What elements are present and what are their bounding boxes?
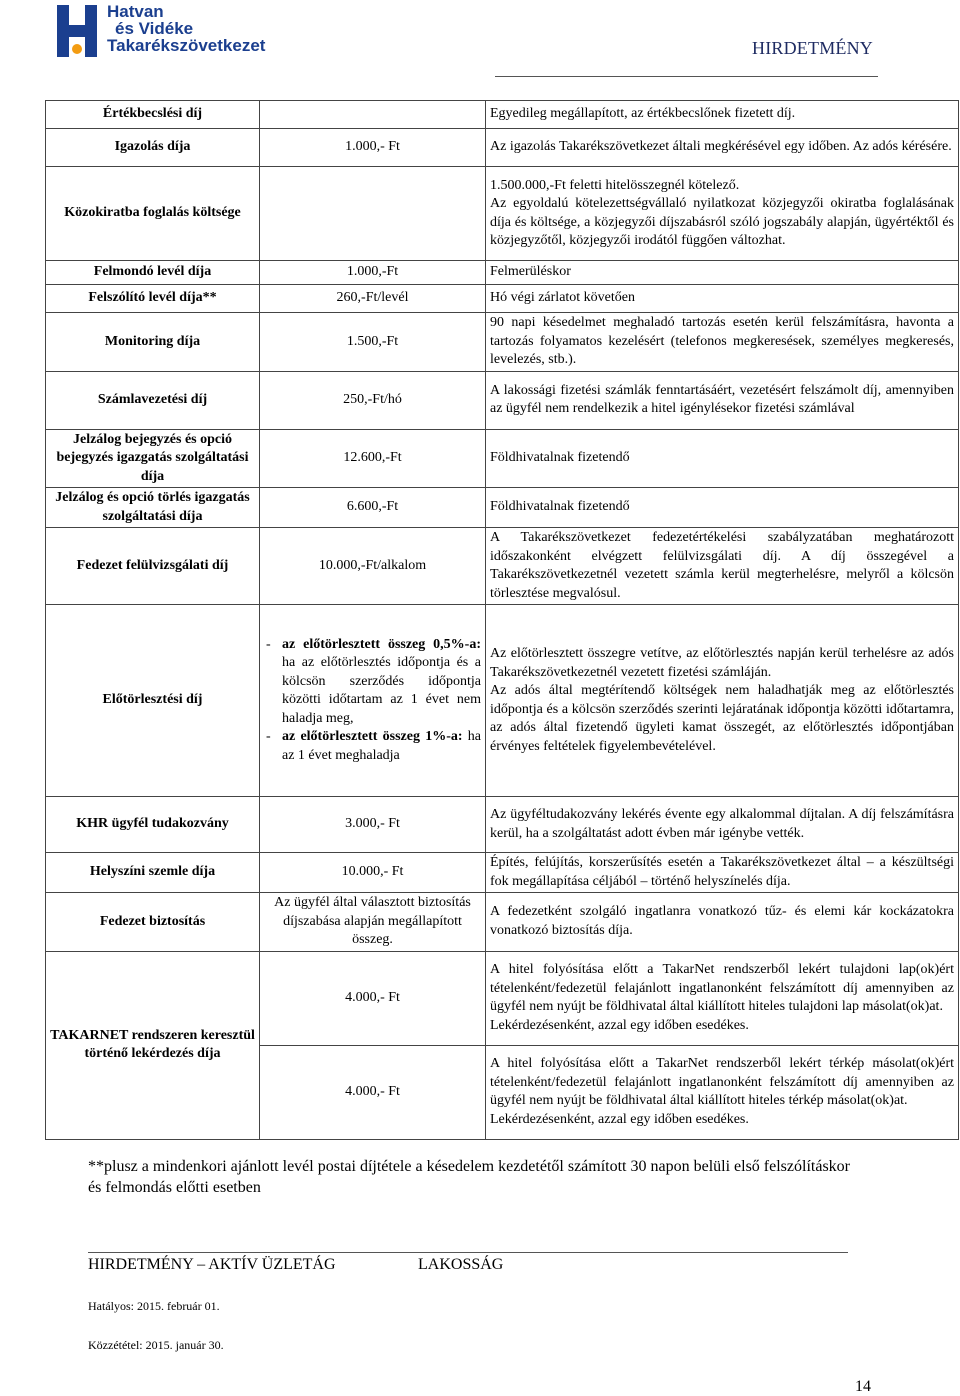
table-row: [46, 285, 959, 313]
table-row: [46, 893, 959, 952]
table-row: [46, 167, 959, 261]
footer-divider: [88, 1252, 848, 1253]
logo-line-3: Takarékszövetkezet: [107, 36, 266, 55]
list-item-bold: az előtörlesztett összeg 0,5%-a:: [282, 636, 481, 652]
fee-description: Az igazolás Takarékszövetkezet általi megkérésével egy időben. Az adós kérésére.: [486, 129, 959, 167]
fee-description: A lakossági fizetési számlák fenntartásáért, vezetésért felszámolt díj, amennyiben az ügyfél nem rendelkezik a hitel igénylésekor fizetési számlával: [486, 371, 959, 429]
fee-amount: 250,-Ft/hó: [260, 371, 486, 429]
fee-amount: 3.000,- Ft: [260, 797, 486, 853]
fee-amount: 4.000,- Ft: [260, 951, 486, 1045]
fee-amount: 1.000,-Ft: [260, 261, 486, 285]
fee-amount: 10.000,- Ft: [260, 853, 486, 893]
fee-name: Felmondó levél díja: [46, 261, 260, 285]
fee-amount: [260, 605, 486, 797]
fee-amount: Az ügyfél által választott biztosítás díjszabása alapján megállapított összeg.: [260, 893, 486, 952]
fee-description: [486, 167, 959, 261]
fee-name: TAKARNET rendszeren keresztül történő lekérdezés díja: [46, 951, 260, 1139]
fee-description: Felmerüléskor: [486, 261, 959, 285]
fee-amount: 12.600,-Ft: [260, 429, 486, 488]
fee-description-line: A hitel folyósítása előtt a TakarNet rendszerből lekért tulajdoni lap(ok)ért tételenként/fedezetül felajánlott ingatlanonként felszámított díj amennyiben az ügyfél nem nyújt be földhivatal által kiállított hiteles tulajdoni lap másolat(ok)at.: [490, 962, 954, 1014]
fee-description: [486, 605, 959, 797]
fee-description-line: Az egyoldalú kötelezettségvállaló nyilatkozat közjegyzői okiratba foglalásának díja és költsége, a közjegyzői díjszabásról szóló jogszabály alapján, ügyértéktől és közjegyzőtől, közjegyzői irodától függően változhat.: [490, 196, 954, 248]
fee-description-line: Az előtörlesztett összegre vetítve, az előtörlesztés napján kerül terhelésre az adós Takarékszövetkezetnél vezetett fizetési számláján.: [490, 646, 954, 680]
logo-text: [107, 3, 265, 54]
logo-line-2: és Vidéke: [115, 19, 194, 38]
effective-date: Hatályos: 2015. február 01.: [88, 1299, 220, 1313]
fee-description: [486, 951, 959, 1045]
fee-description-line: Lekérdezésenként, azzal egy időben esedékes.: [490, 1017, 749, 1033]
table-row: [46, 313, 959, 372]
table-row: [46, 371, 959, 429]
fee-name: Előtörlesztési díj: [46, 605, 260, 797]
fee-name: Monitoring díja: [46, 313, 260, 372]
fee-description: Hó végi zárlatot követően: [486, 285, 959, 313]
fee-name: Jelzálog és opció törlés igazgatás szolgáltatási díja: [46, 488, 260, 528]
fee-amount: 10.000,-Ft/alkalom: [260, 528, 486, 605]
fee-amount: 1.500,-Ft: [260, 313, 486, 372]
fee-amount: [260, 101, 486, 129]
fee-amount: 4.000,- Ft: [260, 1045, 486, 1139]
publication-date: Közzététel: 2015. január 30.: [88, 1338, 224, 1352]
fee-name: KHR ügyfél tudakozvány: [46, 797, 260, 853]
fee-amount: 260,-Ft/levél: [260, 285, 486, 313]
logo-mark-icon: [55, 3, 103, 59]
fee-description-line: Lekérdezésenként, azzal egy időben esedékes.: [490, 1111, 749, 1127]
table-row: [46, 261, 959, 285]
table-row: [46, 951, 959, 1045]
fee-description: Az ügyféltudakozvány lekérés évente egy alkalommal díjtalan. A díj felszámításra kerül, ha a szolgáltatást adott évben már igénybe vették.: [486, 797, 959, 853]
fee-name: Közokiratba foglalás költsége: [46, 167, 260, 261]
fee-description: 90 napi késedelmet meghaladó tartozás esetén kerül felszámításra, havonta a tartozás folyamatos kezelésért (telefonos megkeresések, személyes megkeresés, levelezés, stb.).: [486, 313, 959, 372]
list-item-bold: az előtörlesztett összeg 1%-a:: [282, 729, 463, 745]
title-divider: [495, 76, 878, 77]
table-row: [46, 488, 959, 528]
list-item-text: ha az előtörlesztés időpontja és a kölcsön szerződés időpontja közötti időtartam az 1 évet nem haladja meg,: [282, 655, 481, 726]
fee-description: Földhivatalnak fizetendő: [486, 488, 959, 528]
footer-segment: LAKOSSÁG: [418, 1256, 504, 1273]
footer-title: HIRDETMÉNY – AKTÍV ÜZLETÁG: [88, 1256, 336, 1273]
fee-description: Földhivatalnak fizetendő: [486, 429, 959, 488]
table-row: [46, 101, 959, 129]
table-row: [46, 429, 959, 488]
table-row: [46, 853, 959, 893]
fee-amount: [260, 167, 486, 261]
list-item-text: ha az 1 évet meghaladja: [282, 729, 482, 763]
table-row: [46, 797, 959, 853]
fee-name: Jelzálog bejegyzés és opció bejegyzés igazgatás szolgáltatási díja: [46, 429, 260, 488]
fee-name: Igazolás díja: [46, 129, 260, 167]
table-row: [46, 528, 959, 605]
fee-amount: 1.000,- Ft: [260, 129, 486, 167]
fee-description: A Takarékszövetkezet fedezetértékelési szabályzatában meghatározott időszakonként elvégzett felülvizsgálati díj. A díj összegével a Takarékszövetkezetnél vezetett számla kerül megterhelésre, melyről a kölcsön törlesztése megvalósul.: [486, 528, 959, 605]
fee-amount: 6.600,-Ft: [260, 488, 486, 528]
fee-name: Helyszíni szemle díja: [46, 853, 260, 893]
document-title: HIRDETMÉNY: [752, 38, 873, 58]
fee-description: [486, 1045, 959, 1139]
fee-description: Egyedileg megállapított, az értékbecslőnek fizetett díj.: [486, 101, 959, 129]
table-row: [46, 129, 959, 167]
list-item: [264, 636, 481, 729]
table-row: [46, 605, 959, 797]
page-number: 14: [855, 1378, 871, 1395]
fee-description-line: 1.500.000,-Ft feletti hitelösszegnél kötelező.: [490, 177, 740, 193]
fee-name: Fedezet felülvizsgálati díj: [46, 528, 260, 605]
fee-name: Felszólító levél díja**: [46, 285, 260, 313]
list-item: [264, 728, 481, 765]
prepayment-fee-list: [264, 636, 481, 766]
fee-table: [45, 100, 959, 1140]
fee-description: Építés, felújítás, korszerűsítés esetén a Takarékszövetkezet által – a készültségi fok megállapítása céljából – történő helyszínelés díja.: [486, 853, 959, 893]
logo-line-1: Hatvan: [107, 2, 164, 21]
fee-description: A fedezetként szolgáló ingatlanra vonatkozó tűz- és elemi kár kockázatokra vonatkozó biztosítás díja.: [486, 893, 959, 952]
fee-description-line: A hitel folyósítása előtt a TakarNet rendszerből lekért térkép másolat(ok)ért tételenként/fedezetül felajánlott ingatlanonként felszámított díj amennyiben az ügyfél nem nyújt be földhivatal által kiállított hiteles térkép másolat(ok)at.: [490, 1056, 954, 1108]
fee-name: Értékbecslési díj: [46, 101, 260, 129]
fee-description-line: Az adós által megtérítendő költségek nem haladhatják meg az előtörlesztés időpontja és a kölcsön szerződés szerinti lejáratának időpontja közötti időtartamra, az adós által fizetendő ügyleti kamat összegét, az előtörlesztés időpontjában érvényes feltételek figyelembevételével.: [490, 683, 954, 754]
footnote: **plusz a mindenkori ajánlott levél postai díjtétele a késedelem kezdetétől számított 30 napon belüli első felszólításkor és felmondás előtti esetben: [88, 1158, 850, 1196]
fee-name: Fedezet biztosítás: [46, 893, 260, 952]
company-logo: [55, 3, 315, 61]
fee-name: Számlavezetési díj: [46, 371, 260, 429]
